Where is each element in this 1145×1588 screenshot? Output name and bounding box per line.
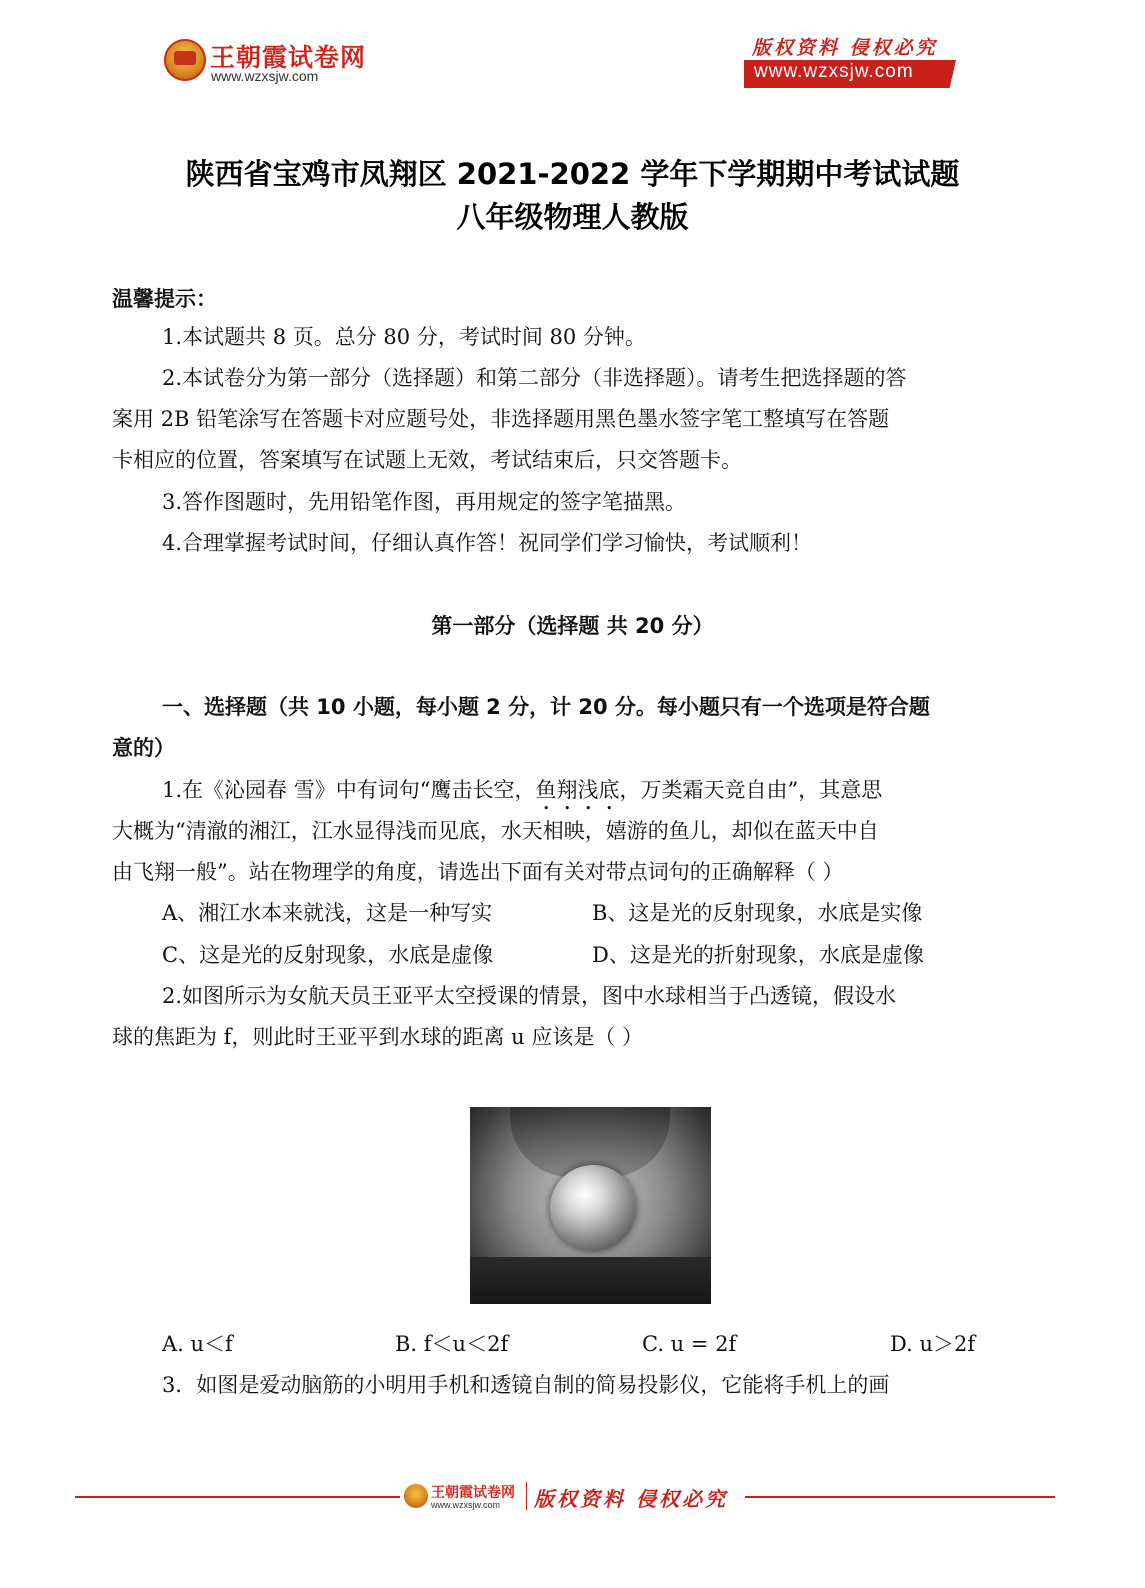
brand-logo-icon <box>164 39 206 81</box>
q2-line1: 2.如图所示为女航天员王亚平太空授课的情景，图中水球相当于凸透镜，假设水 <box>162 984 897 1008</box>
footer-logo-icon <box>404 1484 428 1508</box>
footer-divider-right <box>745 1496 1055 1498</box>
notice-item: 案用 2B 铅笔涂写在答题卡对应题号处，非选择题用黑色墨水签字笔工整填写在答题 <box>112 407 890 431</box>
section-heading-cont: 意的） <box>112 736 175 760</box>
q1-line3: 由飞翔一般”。站在物理学的角度，请选出下面有关对带点词句的正确解释（ ） <box>112 860 844 884</box>
q1-option-d: D、这是光的折射现象，水底是虚像 <box>592 943 924 967</box>
q1-text: ，万类霜天竞自由”，其意思 <box>619 778 883 802</box>
q1-dotted-phrase: 鱼翔浅底 <box>535 778 620 802</box>
q2-option-d: D. u＞2f <box>890 1332 976 1356</box>
q3-line1: 3．如图是爱动脑筋的小明用手机和透镜自制的简易投影仪，它能将手机上的画 <box>162 1373 890 1397</box>
q1-line2: 大概为“清澈的湘江，江水显得浅而见底，水天相映，嬉游的鱼儿，却似在蓝天中自 <box>112 819 879 843</box>
photo-body-region <box>470 1257 711 1304</box>
footer-separator <box>526 1482 527 1510</box>
q2-option-b: B. f＜u＜2f <box>395 1332 509 1356</box>
q2-line2: 球的焦距为 f，则此时王亚平到水球的距离 u 应该是（ ） <box>112 1025 643 1049</box>
footer-copyright: 版权资料 侵权必究 <box>534 1487 728 1511</box>
notice-item: 2.本试卷分为第一部分（选择题）和第二部分（非选择题）。请考生把选择题的答 <box>162 366 907 390</box>
q2-option-a: A. u＜f <box>162 1332 233 1356</box>
page-subtitle: 八年级物理人教版 <box>456 200 689 234</box>
notice-item: 4.合理掌握考试时间，仔细认真作答！祝同学们学习愉快，考试顺利！ <box>162 531 813 555</box>
url-banner-text[interactable]: www.wzxsjw.com <box>754 61 914 82</box>
q2-option-c: C. u = 2f <box>642 1332 737 1356</box>
q1-line1 <box>162 775 882 815</box>
brand-url[interactable]: www.wzxsjw.com <box>211 68 319 84</box>
astronaut-water-ball-photo <box>470 1107 711 1304</box>
q1-option-b: B、这是光的反射现象，水底是实像 <box>592 901 923 925</box>
notice-heading: 温馨提示： <box>112 287 217 311</box>
footer-brand: 王朝霞试卷网 <box>431 1485 515 1501</box>
notice-item: 3.答作图题时，先用铅笔作图，再用规定的签字笔描黑。 <box>162 490 687 514</box>
part1-heading: 第一部分（选择题 共 20 分） <box>431 614 714 638</box>
q1-text: 1.在《沁园春 雪》中有词句“鹰击长空， <box>162 778 536 802</box>
q1-option-c: C、这是光的反射现象，水底是虚像 <box>162 943 494 967</box>
page-title: 陕西省宝鸡市凤翔区 2021-2022 学年下学期期中考试试题 <box>185 157 960 191</box>
q1-option-a: A、湘江水本来就浅，这是一种写实 <box>162 901 493 925</box>
brand-name: 王朝霞试卷网 <box>210 43 367 72</box>
copyright-notice: 版权资料 侵权必究 <box>752 37 938 59</box>
notice-item: 卡相应的位置，答案填写在试题上无效，考试结束后，只交答题卡。 <box>112 448 742 472</box>
footer-divider-left <box>75 1496 400 1498</box>
footer-url[interactable]: www.wzxsjw.com <box>431 1500 501 1510</box>
water-ball-lens <box>550 1165 636 1251</box>
notice-item: 1.本试题共 8 页。总分 80 分，考试时间 80 分钟。 <box>162 325 646 349</box>
section-heading: 一、选择题（共 10 小题，每小题 2 分，计 20 分。每小题只有一个选项是符合题 <box>162 695 930 719</box>
